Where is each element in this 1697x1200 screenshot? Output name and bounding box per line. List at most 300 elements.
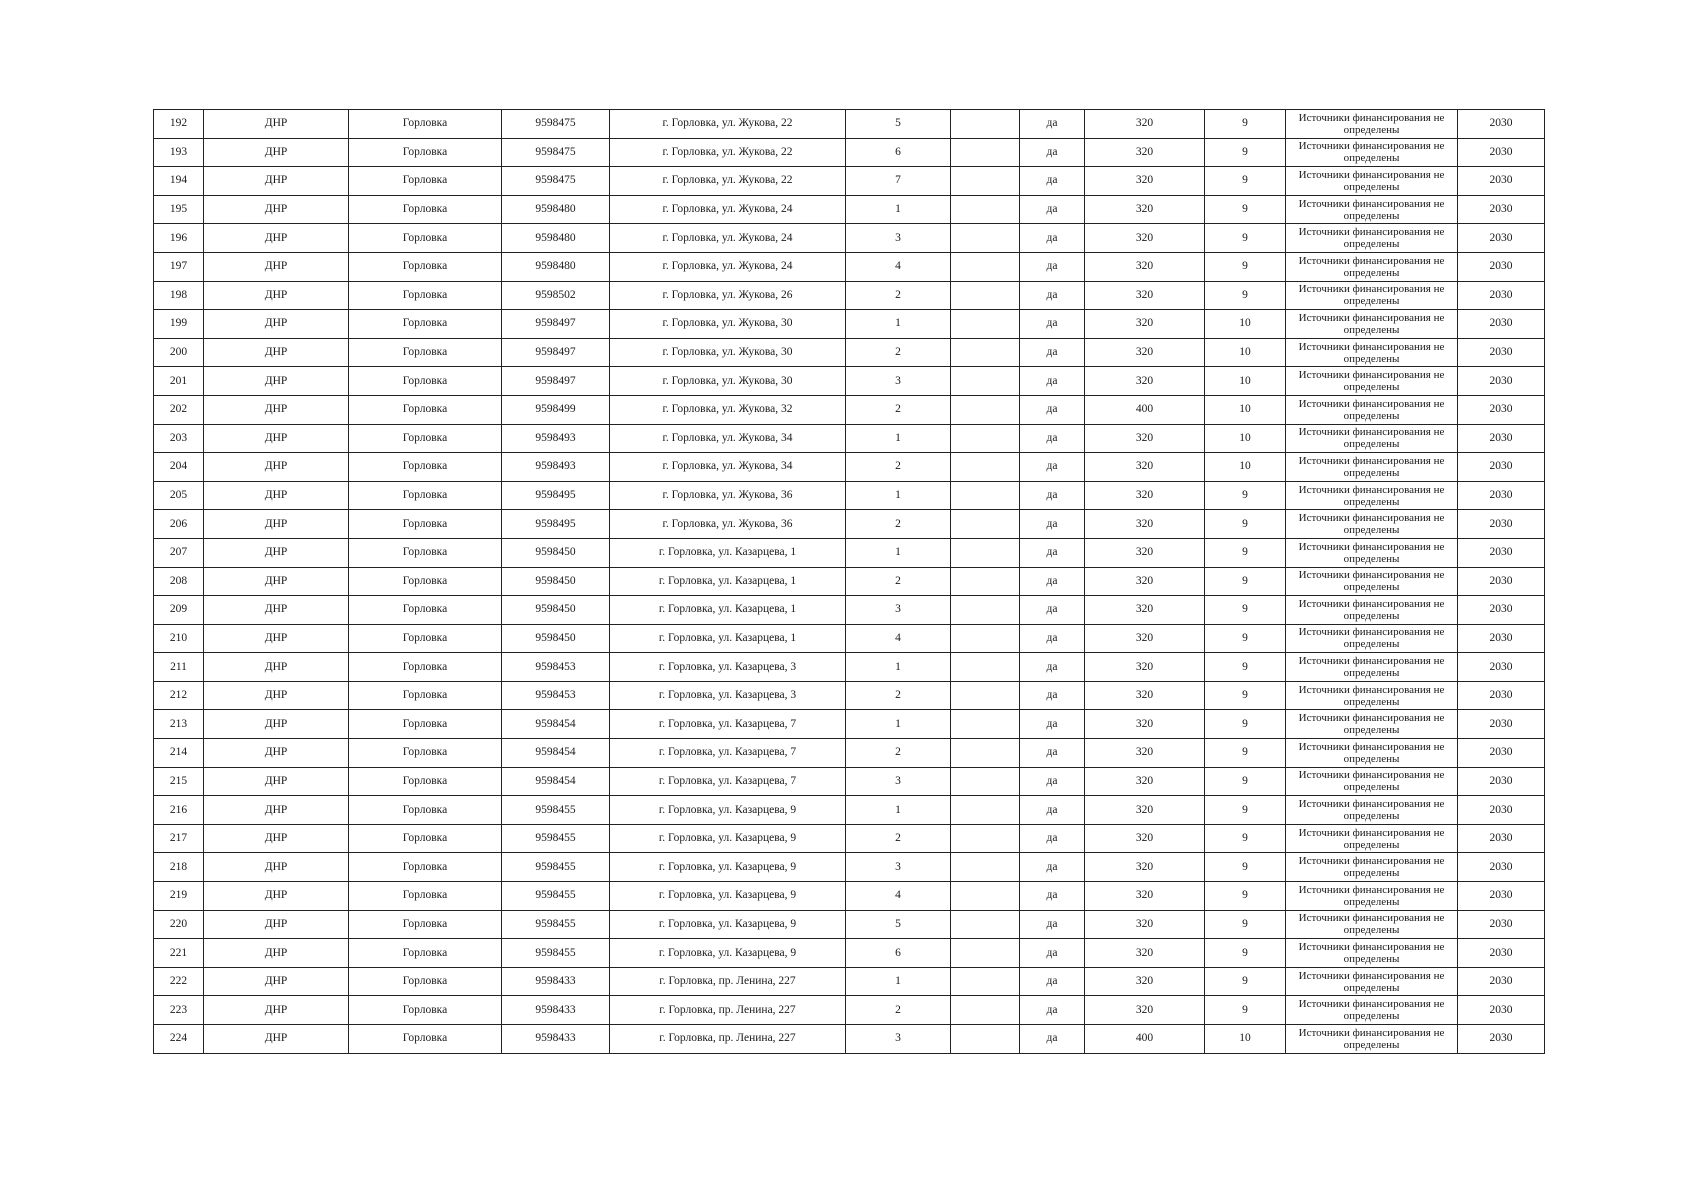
empty-cell bbox=[951, 167, 1020, 196]
funding-source-cell: Источники финансирования не определены bbox=[1286, 224, 1458, 253]
year-cell: 2030 bbox=[1458, 853, 1545, 882]
amount-cell: 320 bbox=[1085, 138, 1205, 167]
amount-cell: 320 bbox=[1085, 538, 1205, 567]
funding-source-cell: Источники финансирования не определены bbox=[1286, 510, 1458, 539]
year-cell: 2030 bbox=[1458, 110, 1545, 139]
entrance-cell: 2 bbox=[846, 510, 951, 539]
funding-source-cell: Источники финансирования не определены bbox=[1286, 195, 1458, 224]
address-cell: г. Горловка, пр. Ленина, 227 bbox=[610, 967, 846, 996]
data-table bbox=[153, 109, 1545, 1054]
city-cell: Горловка bbox=[349, 967, 502, 996]
code-cell: 9598475 bbox=[502, 110, 610, 139]
table-row bbox=[154, 310, 1545, 339]
funding-source-cell: Источники финансирования не определены bbox=[1286, 653, 1458, 682]
entrance-cell: 3 bbox=[846, 367, 951, 396]
funding-source-cell: Источники финансирования не определены bbox=[1286, 367, 1458, 396]
amount-cell: 320 bbox=[1085, 224, 1205, 253]
region-cell: ДНР bbox=[204, 796, 349, 825]
code-cell: 9598454 bbox=[502, 710, 610, 739]
empty-cell bbox=[951, 596, 1020, 625]
code-cell: 9598480 bbox=[502, 252, 610, 281]
flag-cell: да bbox=[1020, 453, 1085, 482]
address-cell: г. Горловка, ул. Жукова, 30 bbox=[610, 367, 846, 396]
city-cell: Горловка bbox=[349, 424, 502, 453]
region-cell: ДНР bbox=[204, 195, 349, 224]
flag-cell: да bbox=[1020, 195, 1085, 224]
address-cell: г. Горловка, ул. Казарцева, 7 bbox=[610, 739, 846, 768]
code-cell: 9598493 bbox=[502, 453, 610, 482]
flag-cell: да bbox=[1020, 510, 1085, 539]
value-cell: 9 bbox=[1205, 567, 1286, 596]
empty-cell bbox=[951, 395, 1020, 424]
entrance-cell: 2 bbox=[846, 824, 951, 853]
code-cell: 9598475 bbox=[502, 167, 610, 196]
table-row bbox=[154, 824, 1545, 853]
table-row bbox=[154, 567, 1545, 596]
year-cell: 2030 bbox=[1458, 224, 1545, 253]
row-number-cell: 212 bbox=[154, 681, 204, 710]
flag-cell: да bbox=[1020, 796, 1085, 825]
code-cell: 9598455 bbox=[502, 824, 610, 853]
amount-cell: 320 bbox=[1085, 567, 1205, 596]
row-number-cell: 192 bbox=[154, 110, 204, 139]
empty-cell bbox=[951, 195, 1020, 224]
row-number-cell: 197 bbox=[154, 252, 204, 281]
funding-source-cell: Источники финансирования не определены bbox=[1286, 481, 1458, 510]
address-cell: г. Горловка, ул. Казарцева, 9 bbox=[610, 882, 846, 911]
code-cell: 9598453 bbox=[502, 653, 610, 682]
year-cell: 2030 bbox=[1458, 167, 1545, 196]
funding-source-cell: Источники финансирования не определены bbox=[1286, 453, 1458, 482]
code-cell: 9598499 bbox=[502, 395, 610, 424]
row-number-cell: 214 bbox=[154, 739, 204, 768]
year-cell: 2030 bbox=[1458, 310, 1545, 339]
funding-source-cell: Источники финансирования не определены bbox=[1286, 939, 1458, 968]
row-number-cell: 219 bbox=[154, 882, 204, 911]
flag-cell: да bbox=[1020, 224, 1085, 253]
value-cell: 9 bbox=[1205, 653, 1286, 682]
empty-cell bbox=[951, 338, 1020, 367]
row-number-cell: 220 bbox=[154, 910, 204, 939]
city-cell: Горловка bbox=[349, 624, 502, 653]
entrance-cell: 2 bbox=[846, 395, 951, 424]
city-cell: Горловка bbox=[349, 395, 502, 424]
table-row bbox=[154, 195, 1545, 224]
code-cell: 9598495 bbox=[502, 510, 610, 539]
value-cell: 9 bbox=[1205, 681, 1286, 710]
value-cell: 9 bbox=[1205, 739, 1286, 768]
entrance-cell: 1 bbox=[846, 710, 951, 739]
year-cell: 2030 bbox=[1458, 138, 1545, 167]
flag-cell: да bbox=[1020, 252, 1085, 281]
code-cell: 9598433 bbox=[502, 996, 610, 1025]
funding-source-cell: Источники финансирования не определены bbox=[1286, 310, 1458, 339]
year-cell: 2030 bbox=[1458, 481, 1545, 510]
funding-source-cell: Источники финансирования не определены bbox=[1286, 996, 1458, 1025]
value-cell: 9 bbox=[1205, 481, 1286, 510]
amount-cell: 320 bbox=[1085, 824, 1205, 853]
region-cell: ДНР bbox=[204, 996, 349, 1025]
city-cell: Горловка bbox=[349, 853, 502, 882]
funding-source-cell: Источники финансирования не определены bbox=[1286, 624, 1458, 653]
empty-cell bbox=[951, 367, 1020, 396]
flag-cell: да bbox=[1020, 481, 1085, 510]
code-cell: 9598502 bbox=[502, 281, 610, 310]
empty-cell bbox=[951, 967, 1020, 996]
flag-cell: да bbox=[1020, 653, 1085, 682]
year-cell: 2030 bbox=[1458, 624, 1545, 653]
row-number-cell: 207 bbox=[154, 538, 204, 567]
funding-source-cell: Источники финансирования не определены bbox=[1286, 424, 1458, 453]
year-cell: 2030 bbox=[1458, 681, 1545, 710]
entrance-cell: 1 bbox=[846, 796, 951, 825]
amount-cell: 320 bbox=[1085, 596, 1205, 625]
address-cell: г. Горловка, ул. Жукова, 34 bbox=[610, 424, 846, 453]
funding-source-cell: Источники финансирования не определены bbox=[1286, 1025, 1458, 1054]
city-cell: Горловка bbox=[349, 167, 502, 196]
amount-cell: 400 bbox=[1085, 1025, 1205, 1054]
city-cell: Горловка bbox=[349, 252, 502, 281]
row-number-cell: 201 bbox=[154, 367, 204, 396]
city-cell: Горловка bbox=[349, 1025, 502, 1054]
region-cell: ДНР bbox=[204, 138, 349, 167]
region-cell: ДНР bbox=[204, 853, 349, 882]
address-cell: г. Горловка, ул. Жукова, 32 bbox=[610, 395, 846, 424]
funding-source-cell: Источники финансирования не определены bbox=[1286, 710, 1458, 739]
year-cell: 2030 bbox=[1458, 824, 1545, 853]
funding-source-cell: Источники финансирования не определены bbox=[1286, 739, 1458, 768]
table-row bbox=[154, 167, 1545, 196]
row-number-cell: 196 bbox=[154, 224, 204, 253]
table-row bbox=[154, 767, 1545, 796]
row-number-cell: 198 bbox=[154, 281, 204, 310]
address-cell: г. Горловка, ул. Казарцева, 3 bbox=[610, 681, 846, 710]
year-cell: 2030 bbox=[1458, 939, 1545, 968]
value-cell: 10 bbox=[1205, 310, 1286, 339]
entrance-cell: 4 bbox=[846, 882, 951, 911]
table-row bbox=[154, 853, 1545, 882]
code-cell: 9598455 bbox=[502, 910, 610, 939]
year-cell: 2030 bbox=[1458, 567, 1545, 596]
flag-cell: да bbox=[1020, 338, 1085, 367]
flag-cell: да bbox=[1020, 739, 1085, 768]
address-cell: г. Горловка, пр. Ленина, 227 bbox=[610, 996, 846, 1025]
city-cell: Горловка bbox=[349, 796, 502, 825]
year-cell: 2030 bbox=[1458, 910, 1545, 939]
entrance-cell: 3 bbox=[846, 596, 951, 625]
value-cell: 10 bbox=[1205, 367, 1286, 396]
row-number-cell: 193 bbox=[154, 138, 204, 167]
region-cell: ДНР bbox=[204, 338, 349, 367]
region-cell: ДНР bbox=[204, 824, 349, 853]
funding-source-cell: Источники финансирования не определены bbox=[1286, 538, 1458, 567]
empty-cell bbox=[951, 910, 1020, 939]
entrance-cell: 3 bbox=[846, 224, 951, 253]
city-cell: Горловка bbox=[349, 338, 502, 367]
table-row bbox=[154, 338, 1545, 367]
region-cell: ДНР bbox=[204, 481, 349, 510]
flag-cell: да bbox=[1020, 538, 1085, 567]
table-row bbox=[154, 138, 1545, 167]
address-cell: г. Горловка, ул. Жукова, 36 bbox=[610, 510, 846, 539]
entrance-cell: 4 bbox=[846, 252, 951, 281]
amount-cell: 320 bbox=[1085, 110, 1205, 139]
empty-cell bbox=[951, 710, 1020, 739]
empty-cell bbox=[951, 481, 1020, 510]
row-number-cell: 204 bbox=[154, 453, 204, 482]
city-cell: Горловка bbox=[349, 195, 502, 224]
amount-cell: 320 bbox=[1085, 653, 1205, 682]
city-cell: Горловка bbox=[349, 224, 502, 253]
entrance-cell: 6 bbox=[846, 138, 951, 167]
region-cell: ДНР bbox=[204, 224, 349, 253]
table-row bbox=[154, 367, 1545, 396]
region-cell: ДНР bbox=[204, 453, 349, 482]
amount-cell: 320 bbox=[1085, 252, 1205, 281]
value-cell: 10 bbox=[1205, 1025, 1286, 1054]
funding-source-cell: Источники финансирования не определены bbox=[1286, 138, 1458, 167]
table-row bbox=[154, 739, 1545, 768]
funding-source-cell: Источники финансирования не определены bbox=[1286, 338, 1458, 367]
city-cell: Горловка bbox=[349, 510, 502, 539]
flag-cell: да bbox=[1020, 167, 1085, 196]
funding-source-cell: Источники финансирования не определены bbox=[1286, 853, 1458, 882]
funding-source-cell: Источники финансирования не определены bbox=[1286, 910, 1458, 939]
value-cell: 10 bbox=[1205, 395, 1286, 424]
amount-cell: 320 bbox=[1085, 967, 1205, 996]
row-number-cell: 222 bbox=[154, 967, 204, 996]
region-cell: ДНР bbox=[204, 767, 349, 796]
entrance-cell: 2 bbox=[846, 996, 951, 1025]
flag-cell: да bbox=[1020, 1025, 1085, 1054]
flag-cell: да bbox=[1020, 281, 1085, 310]
city-cell: Горловка bbox=[349, 739, 502, 768]
amount-cell: 320 bbox=[1085, 510, 1205, 539]
region-cell: ДНР bbox=[204, 596, 349, 625]
value-cell: 9 bbox=[1205, 596, 1286, 625]
entrance-cell: 1 bbox=[846, 195, 951, 224]
flag-cell: да bbox=[1020, 824, 1085, 853]
value-cell: 10 bbox=[1205, 338, 1286, 367]
code-cell: 9598455 bbox=[502, 882, 610, 911]
address-cell: г. Горловка, ул. Жукова, 24 bbox=[610, 224, 846, 253]
funding-source-cell: Источники финансирования не определены bbox=[1286, 281, 1458, 310]
value-cell: 9 bbox=[1205, 910, 1286, 939]
code-cell: 9598450 bbox=[502, 596, 610, 625]
code-cell: 9598455 bbox=[502, 853, 610, 882]
entrance-cell: 2 bbox=[846, 281, 951, 310]
amount-cell: 320 bbox=[1085, 853, 1205, 882]
row-number-cell: 218 bbox=[154, 853, 204, 882]
entrance-cell: 1 bbox=[846, 967, 951, 996]
entrance-cell: 3 bbox=[846, 767, 951, 796]
value-cell: 9 bbox=[1205, 167, 1286, 196]
entrance-cell: 2 bbox=[846, 739, 951, 768]
empty-cell bbox=[951, 1025, 1020, 1054]
address-cell: г. Горловка, ул. Казарцева, 1 bbox=[610, 538, 846, 567]
address-cell: г. Горловка, ул. Жукова, 36 bbox=[610, 481, 846, 510]
flag-cell: да bbox=[1020, 996, 1085, 1025]
table-row bbox=[154, 910, 1545, 939]
address-cell: г. Горловка, ул. Казарцева, 9 bbox=[610, 853, 846, 882]
year-cell: 2030 bbox=[1458, 710, 1545, 739]
region-cell: ДНР bbox=[204, 310, 349, 339]
year-cell: 2030 bbox=[1458, 996, 1545, 1025]
table-row bbox=[154, 481, 1545, 510]
flag-cell: да bbox=[1020, 395, 1085, 424]
value-cell: 9 bbox=[1205, 510, 1286, 539]
region-cell: ДНР bbox=[204, 967, 349, 996]
year-cell: 2030 bbox=[1458, 538, 1545, 567]
year-cell: 2030 bbox=[1458, 281, 1545, 310]
empty-cell bbox=[951, 882, 1020, 911]
row-number-cell: 224 bbox=[154, 1025, 204, 1054]
entrance-cell: 7 bbox=[846, 167, 951, 196]
amount-cell: 320 bbox=[1085, 996, 1205, 1025]
row-number-cell: 216 bbox=[154, 796, 204, 825]
value-cell: 9 bbox=[1205, 281, 1286, 310]
funding-source-cell: Источники финансирования не определены bbox=[1286, 882, 1458, 911]
funding-source-cell: Источники финансирования не определены bbox=[1286, 167, 1458, 196]
entrance-cell: 2 bbox=[846, 567, 951, 596]
row-number-cell: 223 bbox=[154, 996, 204, 1025]
city-cell: Горловка bbox=[349, 824, 502, 853]
funding-source-cell: Источники финансирования не определены bbox=[1286, 110, 1458, 139]
city-cell: Горловка bbox=[349, 367, 502, 396]
row-number-cell: 203 bbox=[154, 424, 204, 453]
empty-cell bbox=[951, 996, 1020, 1025]
year-cell: 2030 bbox=[1458, 367, 1545, 396]
code-cell: 9598475 bbox=[502, 138, 610, 167]
entrance-cell: 3 bbox=[846, 853, 951, 882]
flag-cell: да bbox=[1020, 110, 1085, 139]
entrance-cell: 6 bbox=[846, 939, 951, 968]
region-cell: ДНР bbox=[204, 882, 349, 911]
empty-cell bbox=[951, 281, 1020, 310]
code-cell: 9598455 bbox=[502, 939, 610, 968]
address-cell: г. Горловка, ул. Жукова, 30 bbox=[610, 310, 846, 339]
code-cell: 9598433 bbox=[502, 1025, 610, 1054]
region-cell: ДНР bbox=[204, 710, 349, 739]
row-number-cell: 199 bbox=[154, 310, 204, 339]
city-cell: Горловка bbox=[349, 882, 502, 911]
empty-cell bbox=[951, 681, 1020, 710]
city-cell: Горловка bbox=[349, 767, 502, 796]
row-number-cell: 211 bbox=[154, 653, 204, 682]
table-row bbox=[154, 624, 1545, 653]
flag-cell: да bbox=[1020, 910, 1085, 939]
empty-cell bbox=[951, 224, 1020, 253]
region-cell: ДНР bbox=[204, 624, 349, 653]
city-cell: Горловка bbox=[349, 596, 502, 625]
region-cell: ДНР bbox=[204, 567, 349, 596]
year-cell: 2030 bbox=[1458, 453, 1545, 482]
empty-cell bbox=[951, 453, 1020, 482]
row-number-cell: 209 bbox=[154, 596, 204, 625]
address-cell: г. Горловка, ул. Жукова, 26 bbox=[610, 281, 846, 310]
code-cell: 9598450 bbox=[502, 624, 610, 653]
value-cell: 9 bbox=[1205, 853, 1286, 882]
entrance-cell: 2 bbox=[846, 338, 951, 367]
table-row bbox=[154, 596, 1545, 625]
value-cell: 9 bbox=[1205, 224, 1286, 253]
empty-cell bbox=[951, 653, 1020, 682]
amount-cell: 320 bbox=[1085, 195, 1205, 224]
empty-cell bbox=[951, 767, 1020, 796]
table-row bbox=[154, 653, 1545, 682]
funding-source-cell: Источники финансирования не определены bbox=[1286, 796, 1458, 825]
funding-source-cell: Источники финансирования не определены bbox=[1286, 967, 1458, 996]
flag-cell: да bbox=[1020, 424, 1085, 453]
city-cell: Горловка bbox=[349, 453, 502, 482]
row-number-cell: 206 bbox=[154, 510, 204, 539]
region-cell: ДНР bbox=[204, 739, 349, 768]
empty-cell bbox=[951, 824, 1020, 853]
amount-cell: 320 bbox=[1085, 910, 1205, 939]
code-cell: 9598493 bbox=[502, 424, 610, 453]
flag-cell: да bbox=[1020, 567, 1085, 596]
row-number-cell: 215 bbox=[154, 767, 204, 796]
table-row bbox=[154, 710, 1545, 739]
code-cell: 9598454 bbox=[502, 739, 610, 768]
code-cell: 9598450 bbox=[502, 567, 610, 596]
code-cell: 9598433 bbox=[502, 967, 610, 996]
region-cell: ДНР bbox=[204, 252, 349, 281]
code-cell: 9598495 bbox=[502, 481, 610, 510]
entrance-cell: 3 bbox=[846, 1025, 951, 1054]
city-cell: Горловка bbox=[349, 653, 502, 682]
amount-cell: 320 bbox=[1085, 767, 1205, 796]
year-cell: 2030 bbox=[1458, 796, 1545, 825]
amount-cell: 320 bbox=[1085, 882, 1205, 911]
city-cell: Горловка bbox=[349, 996, 502, 1025]
table-row bbox=[154, 224, 1545, 253]
flag-cell: да bbox=[1020, 939, 1085, 968]
city-cell: Горловка bbox=[349, 681, 502, 710]
year-cell: 2030 bbox=[1458, 967, 1545, 996]
entrance-cell: 2 bbox=[846, 453, 951, 482]
city-cell: Горловка bbox=[349, 138, 502, 167]
table-row bbox=[154, 395, 1545, 424]
code-cell: 9598455 bbox=[502, 796, 610, 825]
row-number-cell: 208 bbox=[154, 567, 204, 596]
address-cell: г. Горловка, ул. Жукова, 22 bbox=[610, 167, 846, 196]
code-cell: 9598454 bbox=[502, 767, 610, 796]
table-row bbox=[154, 939, 1545, 968]
value-cell: 9 bbox=[1205, 967, 1286, 996]
code-cell: 9598497 bbox=[502, 367, 610, 396]
region-cell: ДНР bbox=[204, 939, 349, 968]
flag-cell: да bbox=[1020, 624, 1085, 653]
table-row bbox=[154, 1025, 1545, 1054]
funding-source-cell: Источники финансирования не определены bbox=[1286, 252, 1458, 281]
address-cell: г. Горловка, ул. Казарцева, 9 bbox=[610, 939, 846, 968]
amount-cell: 320 bbox=[1085, 681, 1205, 710]
amount-cell: 320 bbox=[1085, 710, 1205, 739]
flag-cell: да bbox=[1020, 596, 1085, 625]
city-cell: Горловка bbox=[349, 939, 502, 968]
flag-cell: да bbox=[1020, 967, 1085, 996]
table-row bbox=[154, 796, 1545, 825]
table-row bbox=[154, 453, 1545, 482]
address-cell: г. Горловка, ул. Казарцева, 7 bbox=[610, 767, 846, 796]
address-cell: г. Горловка, ул. Жукова, 24 bbox=[610, 252, 846, 281]
address-cell: г. Горловка, ул. Казарцева, 9 bbox=[610, 824, 846, 853]
empty-cell bbox=[951, 252, 1020, 281]
city-cell: Горловка bbox=[349, 310, 502, 339]
year-cell: 2030 bbox=[1458, 395, 1545, 424]
entrance-cell: 1 bbox=[846, 481, 951, 510]
